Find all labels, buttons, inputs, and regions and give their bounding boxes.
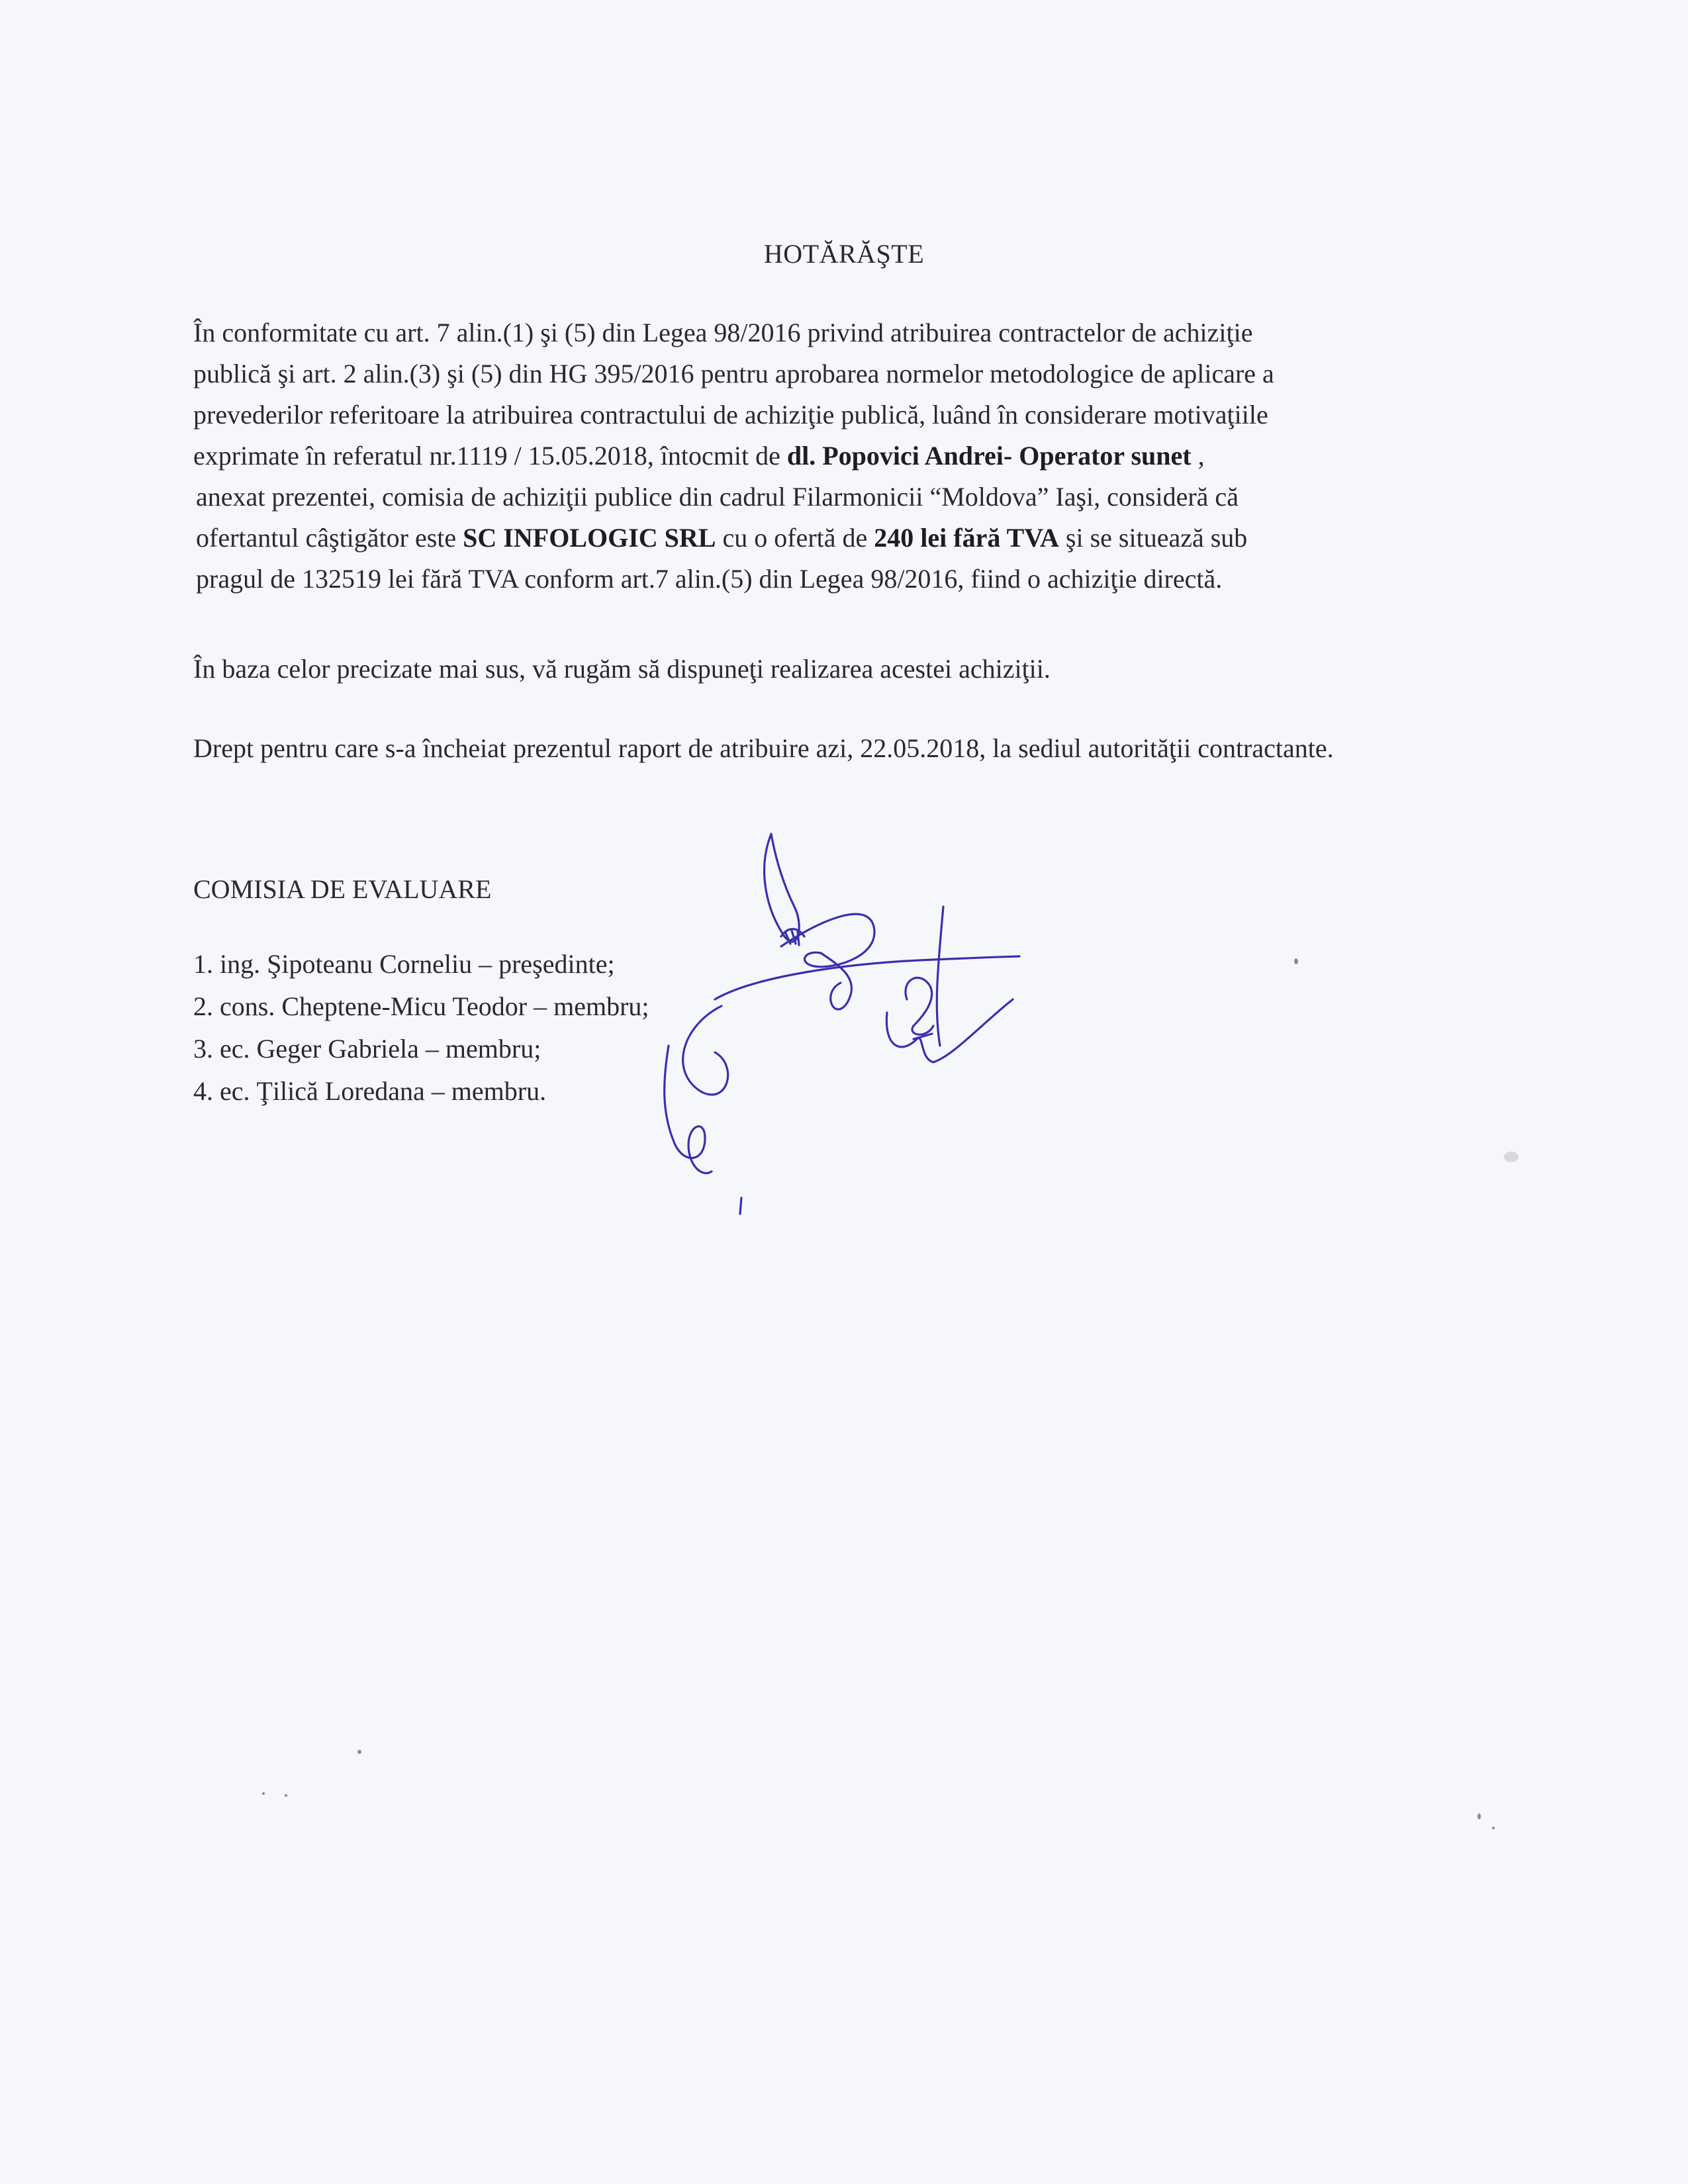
member-item: 2. cons. Cheptene-Micu Teodor – membru;	[193, 991, 649, 1021]
member-item: 3. ec. Geger Gabriela – membru;	[193, 1034, 541, 1064]
paragraph-line: anexat prezentei, comisia de achiziţii publice din cadrul Filarmonicii “Moldova” Iaşi, consideră că	[196, 482, 1239, 512]
commission-title: COMISIA DE EVALUARE	[193, 874, 492, 904]
paragraph-line	[193, 518, 1474, 559]
paper-speck	[285, 1794, 287, 1797]
paragraph-line: În conformitate cu art. 7 alin.(1) şi (5) din Legea 98/2016 privind atribuirea contractelor de achiziţie	[193, 318, 1253, 347]
paragraph-line	[193, 435, 1474, 477]
paper-speck	[1504, 1152, 1519, 1162]
paper-speck	[1492, 1827, 1495, 1829]
winner-intro: ofertantul câştigător este	[196, 523, 463, 553]
paper-speck	[357, 1750, 361, 1754]
offer-intro: cu o ofertă de	[716, 523, 874, 553]
document-heading: HOTĂRĂŞTE	[763, 239, 925, 269]
paragraph-line: prevederilor referitoare la atribuirea contractului de achiziţie publică, luând în considerare motivaţiile	[193, 400, 1268, 430]
referat-text: exprimate în referatul nr.1119 / 15.05.2018, întocmit de	[193, 441, 787, 471]
handwritten-signature	[622, 827, 1033, 1238]
offer-amount: 240 lei fără TVA	[874, 523, 1059, 553]
paragraph-line: pragul de 132519 lei fără TVA conform art.7 alin.(5) din Legea 98/2016, fiind o achiziţie directă.	[196, 564, 1223, 594]
commission-members-list	[193, 943, 649, 1113]
winner-company: SC INFOLOGIC SRL	[463, 523, 716, 553]
member-item: 1. ing. Şipoteanu Corneliu – preşedinte;	[193, 949, 615, 979]
paper-speck	[1477, 1813, 1481, 1819]
paper-speck	[262, 1792, 265, 1795]
paper-speck	[1294, 958, 1298, 964]
request-paragraph: În baza celor precizate mai sus, vă rugăm să dispuneţi realizarea acestei achiziţii.	[193, 654, 1051, 684]
line-end: ,	[1191, 441, 1205, 471]
member-item: 4. ec. Ţilică Loredana – membru.	[193, 1076, 547, 1106]
decision-paragraph	[193, 312, 1474, 600]
author-name: dl. Popovici Andrei- Operator sunet	[786, 441, 1192, 471]
threshold-intro: şi se situează sub	[1058, 523, 1248, 553]
paragraph-line: publică şi art. 2 alin.(3) şi (5) din HG 395/2016 pentru aprobarea normelor metodologice de aplicare a	[193, 359, 1274, 388]
closing-paragraph: Drept pentru care s-a încheiat prezentul raport de atribuire azi, 22.05.2018, la sediul autorităţii contractante.	[193, 733, 1334, 763]
